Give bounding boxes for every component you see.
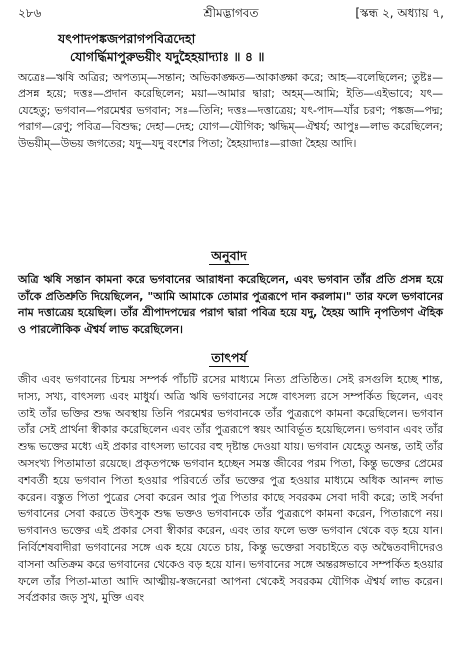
page-number: ২৮৬ (18, 6, 42, 20)
verse-line-2: যোগৰ্দ্ধিমাপুরুভয়ীং যদুহৈহয়াদ্যাঃ ॥ ৪ ॥ (70, 49, 265, 64)
verse-line-1: যৎপাদপঙ্কজপরাগপবিত্রদেহা (58, 31, 196, 46)
sanskrit-verse (58, 30, 438, 66)
book-title: শ্রীমদ্ভাগবত (203, 6, 259, 20)
purport-text: জীব এবং ভগবানের চিন্ময় সম্পর্ক পাঁচটি রসের মাধ্যমে নিত্য প্রতিষ্ঠিত। সেই রসগুলি হচ্ছে শান্ত, দাস্য, সখ্য, বাৎসল্য এবং মাধুর্য। অত্রি ঋষি ভগবানের সঙ্গে বাৎসল্য রসে সম্পর্কিত ছিলেন, এবং তাই তাঁর ভক্তির শুদ্ধ অবস্থায় তিনি পরমেশ্বর ভগবানকে তাঁর পুত্ররূপে কামনা করেছিলেন। ভগবান তাঁর সেই প্রার্থনা স্বীকার করেছিলেন এবং তাঁর পুত্ররূপে স্বয়ং আবির্ভূত হয়েছিলেন। ভগবান এবং তাঁর শুদ্ধ ভক্তের মধ্যে এই প্রকার বাৎসল্য ভাবের বহু দৃষ্টান্ত দেওয়া যায়। ভগবান যেহেতু অনন্ত, তাই তাঁর অসংখ্য পিতামাতা রয়েছে। প্রকৃতপক্ষে ভগবান হচ্ছেন সমস্ত জীবের পরম পিতা, কিন্তু ভক্তের প্রেমের বশবর্তী হয়ে ভগবান পিতা হওয়ার পরিবর্তে তাঁর ভক্তের পুত্র হওয়ার মাধ্যমে অধিক আনন্দ লাভ করেন। বস্তুত পিতা পুত্রের সেবা করেন আর পুত্র পিতার কাছে সবরকম সেবা দাবী করে; তাই সর্বদা ভগবানের সেবা করতে উৎসুক শুদ্ধ ভক্তও ভগবানকে তাঁর পুত্ররূপে কামনা করেন, পিতারূপে নয়। ভগবানও ভক্তের এই প্রকার সেবা স্বীকার করেন, এবং তার ফলে ভক্ত ভগবান থেকে বড় হয়ে যান। নির্বিশেষবাদীরা ভগবানের সঙ্গে এক হয়ে যেতে চায়, কিন্তু ভক্তেরা সবচাইতে বড় অদ্বৈতবাদীদেরও বাসনা অতিক্রম করে ভগবানের থেকেও বড় হয়ে যান। ভগবানের সঙ্গে অন্তরঙ্গভাবে সম্পর্কিত হওয়ার ফলে তাঁর পিতা-মাতা আদি আত্মীয়-স্বজনেরা আপনা থেকেই সবরকম যৌগিক ঐশ্বর্য লাভ করেন। সর্বপ্রকার জড় সুখ, মুক্তি এবং (18, 373, 443, 605)
word-for-word-synonyms: অত্রেঃ—ঋষি অত্রির; অপত্যম্—সন্তান; অভিকাঙ্ক্ষত—আকাঙ্ক্ষা করে; আহ—বলেছিলেন; তুষ্টঃ—প্রসন্ন হয়ে; দত্তঃ—প্রদান করেছিলেন; ময়া—আমার দ্বারা; অহম্—আমি; ইতি—এইভাবে; যৎ—যেহেতু; ভগবান—পরমেশ্বর ভগবান; সঃ—তিনি; দত্তঃ—দত্তাত্রেয়; যৎ-পাদ—যাঁর চরণ; পঙ্কজ—পদ্ম; পরাগ—রেণু; পবিত্র—বিশুদ্ধ; দেহা—দেহ; যোগ—যৌগিক; ঋদ্ধিম্—ঐশ্বর্য; আপুঃ—লাভ করেছিলেন; উভয়ীম্—উভয় জগতের; যদু—যদু বংশের পিতা; হৈহয়াদ্যাঃ—রাজা হৈহয় আদি। (18, 71, 443, 150)
translation-text: অত্রি ঋষি সন্তান কামনা করে ভগবানের আরাধনা করেছিলেন, এবং ভগবান তাঁর প্রতি প্রসন্ন হয়ে তাঁকে প্রতিশ্রুতি দিয়েছিলেন, "আমি আমাকে তোমার পুত্ররূপে দান করলাম।" তার ফলে ভগবানের নাম দত্তাত্রেয় হয়েছিল। তাঁর শ্রীপাদপদ্মের পরাগ দ্বারা পবিত্র হয়ে যদু, হৈহয় আদি নৃপতিগণ ঐহিক ও পারলৌকিক ঐশ্বর্য লাভ করেছিলেন। (18, 273, 443, 336)
canto-chapter-label: [স্কন্ধ ২, অধ্যায় ৭, (355, 6, 444, 20)
page-header (18, 6, 444, 24)
purport-heading: তাৎপর্য (211, 350, 247, 365)
translation-heading: অনুবাদ (211, 248, 247, 263)
